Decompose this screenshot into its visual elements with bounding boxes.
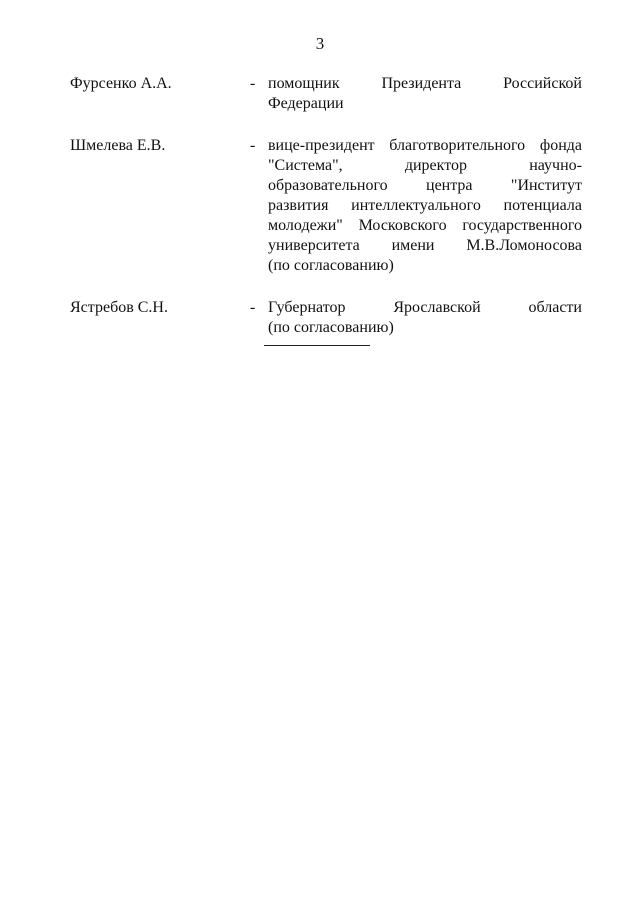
role-word: области [528,299,582,316]
role-word: "Система", [268,157,343,174]
member-name: Шмелева Е.В. [70,137,166,154]
role-word: образовательного [268,177,388,194]
role-word: центра [426,177,473,194]
role-word: фонда [539,137,582,154]
list-item [70,74,582,114]
member-name: Ястребов С.Н. [70,299,168,316]
page-number: 3 [315,34,325,53]
role-line [268,94,582,114]
role-word: имени [391,237,435,254]
role-line [268,318,582,338]
dash-separator: - [250,137,256,154]
role-word: "Институт [510,177,582,194]
role-word: (по согласованию) [268,257,394,274]
role-line [268,216,582,236]
role-word: развития [268,197,329,214]
member-list [70,74,582,360]
member-role [268,136,582,276]
role-line [268,136,582,156]
role-word: научно- [529,157,582,174]
role-word: Губернатор [268,299,346,316]
role-word: вице-президент [268,137,375,154]
role-word: М.В.Ломоносова [466,237,582,254]
role-word: (по согласованию) [268,319,394,336]
role-word: Московского [358,217,447,234]
end-separator-line [264,345,370,346]
role-line [268,74,582,94]
role-line [268,196,582,216]
role-word: государственного [462,217,582,234]
role-line [268,156,582,176]
dash-separator: - [250,75,256,92]
member-role [268,74,582,114]
role-word: потенциала [503,197,582,214]
role-line [268,176,582,196]
role-word: помощник [268,75,340,92]
role-word: Федерации [268,95,344,112]
role-line [268,298,582,318]
role-word: интеллектуального [351,197,481,214]
member-name: Фурсенко А.А. [70,75,172,92]
list-item [70,298,582,338]
role-word: благотворительного [389,137,526,154]
role-word: Российской [503,75,582,92]
role-word: Президента [381,75,462,92]
dash-separator: - [250,299,256,316]
role-word: директор [404,157,467,174]
member-role [268,298,582,338]
role-word: молодежи" [268,217,343,234]
role-line [268,236,582,256]
role-word: университета [268,237,360,254]
role-word: Ярославской [393,299,481,316]
list-item [70,136,582,276]
role-line [268,256,582,276]
